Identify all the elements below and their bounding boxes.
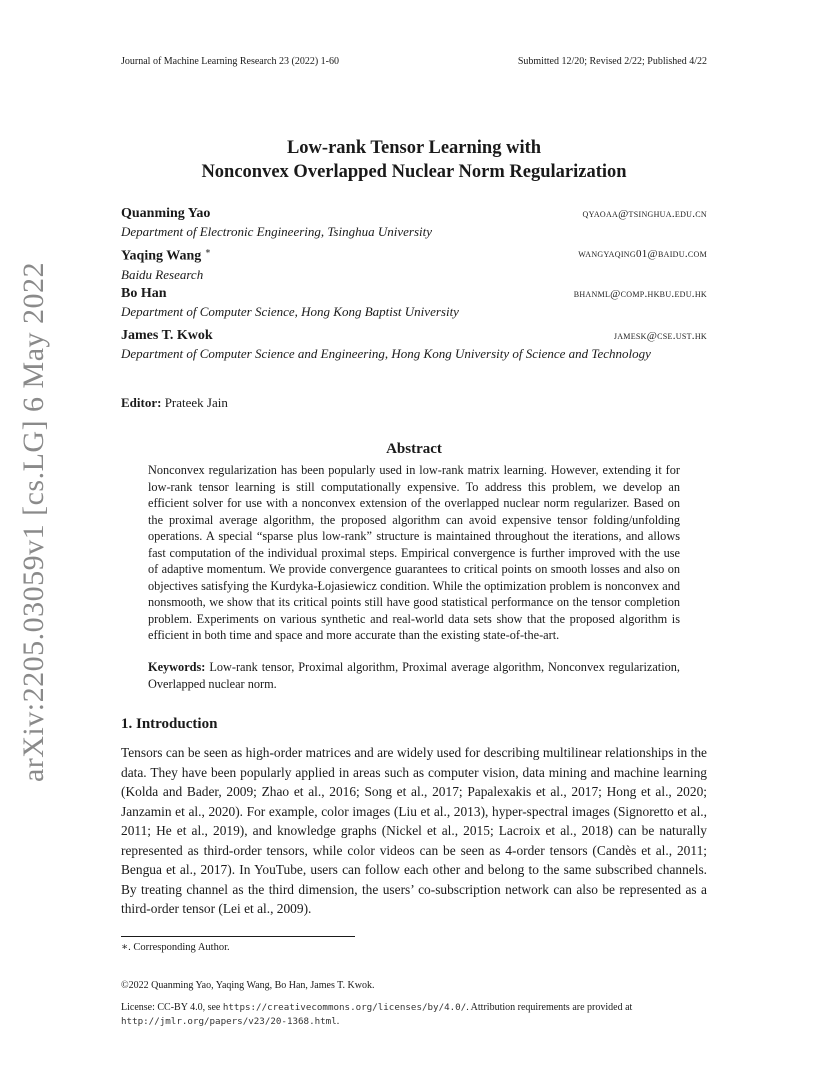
license-suffix: .: [336, 1016, 340, 1027]
editor-name: Prateek Jain: [164, 395, 228, 410]
author-email[interactable]: bhanml@comp.hkbu.edu.hk: [573, 288, 707, 300]
author-block: [121, 206, 707, 240]
keywords-label: Keywords:: [148, 660, 206, 674]
footnote-divider: [121, 936, 355, 937]
author-affiliation: Department of Electronic Engineering, Tsinghua University: [121, 224, 432, 239]
author-block: [121, 286, 707, 320]
author-email[interactable]: wangyaqing01@baidu.com: [578, 248, 707, 260]
journal-header: Journal of Machine Learning Research 23 (2022) 1-60: [121, 56, 339, 67]
title-line-2: Nonconvex Overlapped Nuclear Norm Regularization: [201, 162, 627, 182]
title-line-1: Low-rank Tensor Learning with: [286, 138, 542, 158]
author-affiliation: Department of Computer Science, Hong Kong Baptist University: [121, 304, 459, 319]
section-heading-introduction: 1. Introduction: [121, 716, 218, 732]
author-name: Bo Han: [121, 286, 167, 301]
license-notice: [121, 1001, 711, 1029]
keywords-list: Low-rank tensor, Proximal algorithm, Proximal average algorithm, Nonconvex regularization, Overlapped nuclear norm.: [148, 660, 680, 691]
license-prefix: License: CC-BY 4.0, see: [121, 1002, 223, 1013]
copyright-notice: ©2022 Quanming Yao, Yaqing Wang, Bo Han, James T. Kwok.: [121, 980, 375, 991]
author-name: Quanming Yao: [121, 206, 211, 221]
author-email[interactable]: qyaoaa@tsinghua.edu.cn: [582, 208, 707, 220]
introduction-paragraph: Tensors can be seen as high-order matrices and are widely used for describing multilinear relationships in the data. They have been popularly applied in areas such as computer vision, data mining and machine learning (Kolda and Bader, 2009; Zhao et al., 2016; Song et al., 2017; Papalexakis et al., 2017; Hong et al., 2020; Janzamin et al., 2020). For example, color images (Liu et al., 2013), hyper-spectral images (Signoretto et al., 2011; He et al., 2019), and knowledge graphs (Nickel et al., 2015; Lacroix et al., 2018) can be naturally represented as third-order tensors, while color videos can be seen as 4-order tensors (Candès et al., 2011; Bengua et al., 2017). In YouTube, users can follow each other and belong to the same subscribed channels. By treating channel as the third dimension, the users’ co-subscription network can also be represented as a third-order tensor (Lei et al., 2009).: [121, 745, 707, 916]
author-block: [121, 246, 707, 283]
editor-label: Editor:: [121, 395, 162, 410]
license-url-link[interactable]: https://creativecommons.org/licenses/by/4.0/: [222, 1002, 467, 1013]
corresponding-marker: ∗: [204, 246, 211, 256]
license-middle: . Attribution requirements are provided at: [466, 1002, 633, 1013]
paper-url-link[interactable]: http://jmlr.org/papers/v23/20-1368.html: [121, 1016, 337, 1027]
author-name: Yaqing Wang: [121, 248, 202, 264]
author-block: [121, 328, 707, 362]
paper-title: [121, 136, 707, 184]
editor-line: [121, 395, 228, 411]
abstract-text: Nonconvex regularization has been popularly used in low-rank matrix learning. However, extending it for low-rank tensor learning is still computationally expensive. To address this problem, we develop an efficient solver for use with a nonconvex extension of the overlapped nuclear norm regularizer. Based on the proximal average algorithm, the proposed algorithm can avoid expensive tensor folding/unfolding operations. A special “sparse plus low-rank” structure is maintained throughout the iterations, and allows fast computation of the individual proximal steps. Empirical convergence is further improved with the use of adaptive momentum. We provide convergence guarantees to critical points on smooth losses and also on objectives satisfying the Kurdyka-Łojasiewicz condition. While the optimization problem is nonconvex and nonsmooth, we show that its critical points still have good statistical performance on the tensor completion problem. Experiments on various synthetic and real-world data sets show that the proposed algorithm is efficient in both time and space and more accurate than the existing state-of-the-art.: [148, 463, 680, 642]
author-affiliation: Department of Computer Science and Engineering, Hong Kong University of Science and Technology: [121, 346, 651, 361]
author-email[interactable]: jamesk@cse.ust.hk: [613, 330, 707, 342]
publication-dates: Submitted 12/20; Revised 2/22; Published 4/22: [517, 56, 707, 67]
author-affiliation: Baidu Research: [121, 266, 204, 282]
arxiv-sidebar: [2, 261, 66, 783]
keywords: [148, 659, 680, 692]
abstract-heading: Abstract: [386, 441, 442, 457]
arxiv-identifier: arXiv:2205.03059v1 [cs.LG] 6 May 2022: [17, 261, 50, 783]
author-name: James T. Kwok: [121, 328, 213, 343]
footnote: ∗. Corresponding Author.: [121, 942, 230, 953]
